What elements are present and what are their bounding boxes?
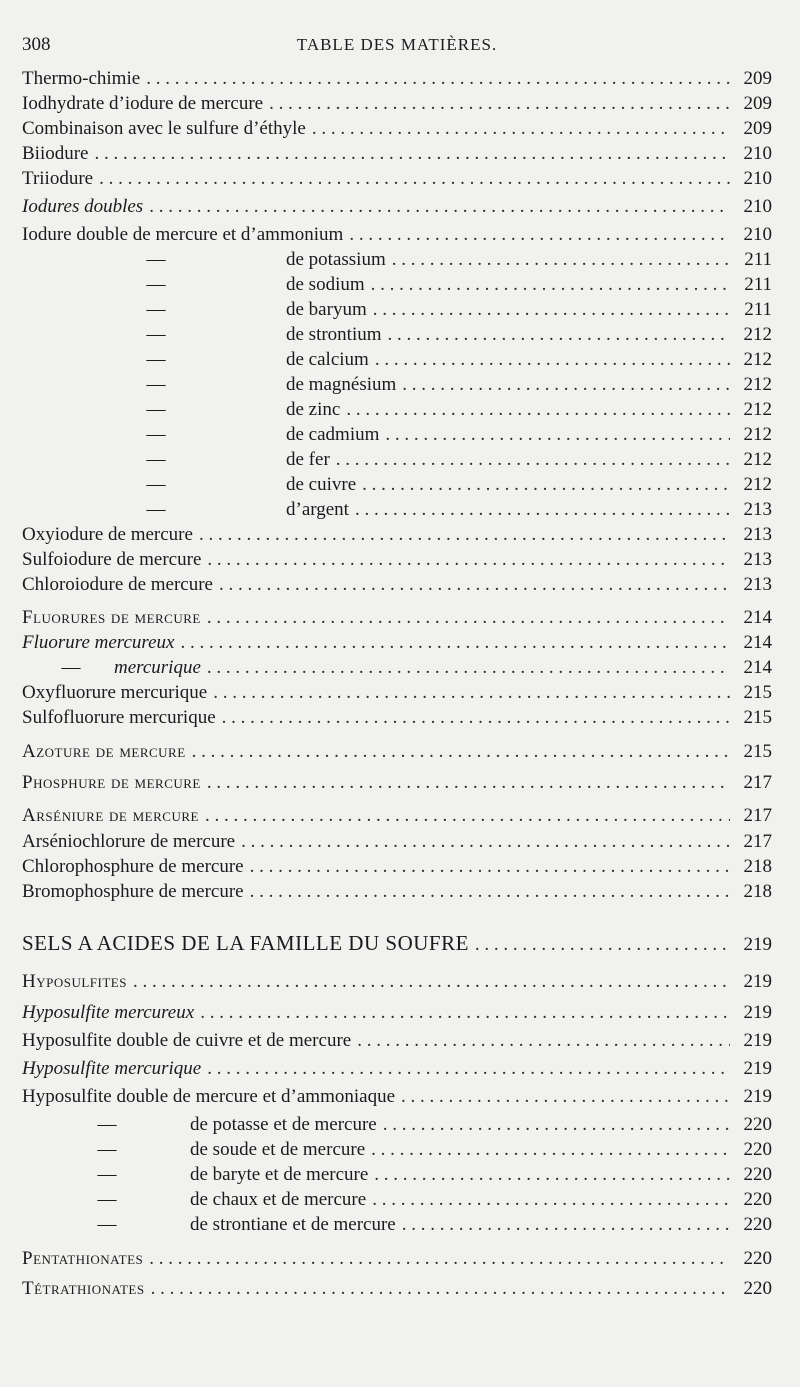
toc-entry — [22, 1056, 772, 1082]
dot-leader — [133, 969, 730, 995]
section-heading: Arséniure de mercure — [22, 805, 199, 826]
entry-title: Fluorure mercureux — [22, 632, 175, 653]
entry-title: de zinc — [286, 399, 341, 420]
dot-leader — [149, 1246, 730, 1272]
dot-leader — [374, 1162, 730, 1188]
toc-entry — [22, 141, 772, 167]
toc-entry — [22, 705, 772, 731]
toc-entry — [22, 372, 772, 398]
entry-title: de sodium — [286, 274, 365, 295]
dot-leader — [383, 1112, 730, 1138]
entry-title: Sulfoiodure de mercure — [22, 549, 202, 570]
entry-title: Sulfofluorure mercurique — [22, 707, 216, 728]
toc-entry — [22, 222, 772, 248]
entry-page-number: 209 — [743, 93, 772, 114]
dot-leader — [346, 397, 730, 423]
entry-page-number: 213 — [743, 574, 772, 595]
entry-page-number: 220 — [743, 1139, 772, 1160]
dot-leader — [199, 522, 730, 548]
entry-page-number: 213 — [743, 549, 772, 570]
entry-page-number: 215 — [743, 707, 772, 728]
dot-leader — [149, 194, 730, 220]
toc-entry — [22, 347, 772, 373]
entry-title: de cadmium — [286, 424, 380, 445]
entry-page-number: 220 — [743, 1189, 772, 1210]
entry-page-number: 210 — [743, 196, 772, 217]
entry-page-number: 212 — [743, 374, 772, 395]
entry-title: Combinaison avec le sulfure d’éthyle — [22, 118, 306, 139]
toc-entry — [22, 166, 772, 192]
dot-leader — [207, 547, 730, 573]
entry-title: Hyposulfite mercureux — [22, 1002, 195, 1023]
entry-page-number: 218 — [743, 881, 772, 902]
entry-title: de calcium — [286, 349, 369, 370]
toc-entry — [22, 803, 772, 829]
ditto-dash: — — [146, 424, 166, 445]
entry-title: de baryte et de mercure — [190, 1164, 369, 1185]
toc-entry — [22, 1028, 772, 1054]
dot-leader — [95, 141, 731, 167]
entry-page-number: 219 — [743, 1002, 772, 1023]
toc-entry — [22, 605, 772, 631]
entry-title: d’argent — [286, 499, 349, 520]
section-heading: Pentathionates — [22, 1248, 144, 1269]
entry-page-number: 215 — [743, 682, 772, 703]
section-heading: Azoture de mercure — [22, 741, 186, 762]
entry-title: de cuivre — [286, 474, 357, 495]
toc-entry — [22, 879, 772, 905]
entry-page-number: 219 — [743, 1086, 772, 1107]
entry-title: Biiodure — [22, 143, 89, 164]
entry-title: Triiodure — [22, 168, 94, 189]
toc-entry — [22, 522, 772, 548]
dot-leader — [402, 372, 730, 398]
ditto-dash: — — [146, 274, 166, 295]
dot-leader — [200, 1000, 730, 1026]
toc-entry — [22, 116, 772, 142]
dot-leader — [362, 472, 730, 498]
entry-title: de magnésium — [286, 374, 397, 395]
entry-page-number: 212 — [743, 349, 772, 370]
section-heading: Tétrathionates — [22, 1278, 145, 1299]
toc-entry — [22, 194, 772, 220]
entry-title: Chlorophosphure de mercure — [22, 856, 244, 877]
toc-entry — [22, 854, 772, 880]
entry-title: de chaux et de mercure — [190, 1189, 367, 1210]
dot-leader — [207, 1056, 730, 1082]
entry-title: Bromophosphure de mercure — [22, 881, 244, 902]
entry-page-number: 219 — [743, 1058, 772, 1079]
dot-leader — [401, 1084, 730, 1110]
dot-leader — [371, 1137, 730, 1163]
toc-entry — [22, 1246, 772, 1272]
toc-entry — [22, 91, 772, 117]
toc-entry — [22, 66, 772, 92]
entry-title: Oxyfluorure mercurique — [22, 682, 208, 703]
dot-leader — [146, 66, 730, 92]
toc-entry — [22, 1212, 772, 1238]
toc-entry — [22, 1276, 772, 1302]
entry-page-number: 220 — [743, 1278, 772, 1299]
entry-title: Hyposulfite double de cuivre et de mercure — [22, 1030, 352, 1051]
entry-title: Hyposulfite mercurique — [22, 1058, 202, 1079]
entry-page-number: 220 — [743, 1248, 772, 1269]
dot-leader — [207, 770, 730, 796]
toc-entry — [22, 1162, 772, 1188]
ditto-dash: — — [146, 474, 166, 495]
dot-leader — [373, 297, 730, 323]
entry-title: Chloroiodure de mercure — [22, 574, 213, 595]
entry-page-number: 220 — [743, 1114, 772, 1135]
toc-entry — [22, 829, 772, 855]
dot-leader — [222, 705, 730, 731]
dot-leader — [357, 1028, 730, 1054]
dot-leader — [375, 347, 730, 373]
entry-page-number: 214 — [743, 607, 772, 628]
ditto-dash: — — [146, 374, 166, 395]
toc-entry — [22, 1187, 772, 1213]
toc-entry — [22, 770, 772, 796]
dot-leader — [151, 1276, 730, 1302]
ditto-dash: — — [146, 499, 166, 520]
ditto-dash: — — [146, 249, 166, 270]
toc-entry — [22, 397, 772, 423]
dot-leader — [180, 630, 730, 656]
entry-page-number: 219 — [743, 934, 772, 955]
toc-entry — [22, 322, 772, 348]
entry-title: Hyposulfite double de mercure et d’ammoniaque — [22, 1086, 396, 1107]
section-heading: Fluorures de mercure — [22, 607, 201, 628]
toc-entry — [22, 547, 772, 573]
entry-page-number: 210 — [743, 224, 772, 245]
entry-title: de potasse et de mercure — [190, 1114, 377, 1135]
entry-title: Thermo-chimie — [22, 68, 141, 89]
entry-page-number: 220 — [743, 1214, 772, 1235]
entry-title: de strontiane et de mercure — [190, 1214, 396, 1235]
ditto-dash: — — [146, 399, 166, 420]
entry-page-number: 215 — [743, 741, 772, 762]
entry-page-number: 210 — [743, 143, 772, 164]
toc-entry — [22, 1084, 772, 1110]
entry-page-number: 212 — [743, 324, 772, 345]
toc-entry — [22, 1000, 772, 1026]
entry-page-number: 212 — [743, 474, 772, 495]
section-heading: Hyposulfites — [22, 971, 127, 992]
entry-page-number: 219 — [743, 971, 772, 992]
dot-leader — [388, 322, 730, 348]
toc-entry — [22, 422, 772, 448]
entry-title: Iodure double de mercure et d’ammonium — [22, 224, 344, 245]
toc-entry — [22, 572, 772, 598]
entry-title: de soude et de mercure — [190, 1139, 366, 1160]
dot-leader — [250, 879, 730, 905]
entry-page-number: 209 — [743, 68, 772, 89]
entry-title: de fer — [286, 449, 330, 470]
toc-entry — [22, 497, 772, 523]
entry-page-number: 211 — [744, 299, 772, 320]
entry-title: Iodhydrate d’iodure de mercure — [22, 93, 264, 114]
dot-leader — [355, 497, 730, 523]
dot-leader — [372, 1187, 730, 1213]
ditto-dash: — — [146, 449, 166, 470]
ditto-dash: — — [97, 1189, 117, 1210]
toc-entry — [22, 247, 772, 273]
entry-page-number: 214 — [743, 657, 772, 678]
entry-page-number: 213 — [743, 499, 772, 520]
entry-page-number: 220 — [743, 1164, 772, 1185]
section-heading: Phosphure de mercure — [22, 772, 201, 793]
toc-entry — [22, 1137, 772, 1163]
toc-entry — [22, 930, 772, 956]
dot-leader — [192, 739, 730, 765]
dot-leader — [402, 1212, 730, 1238]
toc-entry — [22, 272, 772, 298]
entry-page-number: 210 — [743, 168, 772, 189]
dot-leader — [269, 91, 730, 117]
ditto-dash: — — [146, 324, 166, 345]
toc-entry — [22, 297, 772, 323]
dot-leader — [213, 680, 730, 706]
toc-entry — [22, 1112, 772, 1138]
dot-leader — [475, 932, 730, 958]
toc-entry — [22, 655, 772, 681]
ditto-dash: — — [97, 1214, 117, 1235]
entry-title: mercurique — [114, 657, 201, 678]
dot-leader — [207, 605, 730, 631]
ditto-dash: — — [61, 657, 81, 678]
dot-leader — [336, 447, 730, 473]
dot-leader — [205, 803, 730, 829]
section-heading: SELS A ACIDES DE LA FAMILLE DU SOUFRE — [22, 931, 469, 955]
dot-leader — [385, 422, 730, 448]
entry-page-number: 214 — [743, 632, 772, 653]
toc-entry — [22, 447, 772, 473]
dot-leader — [207, 655, 730, 681]
entry-page-number: 213 — [743, 524, 772, 545]
ditto-dash: — — [146, 349, 166, 370]
toc-entry — [22, 472, 772, 498]
entry-page-number: 217 — [743, 772, 772, 793]
entry-title: Oxyiodure de mercure — [22, 524, 193, 545]
entry-title: de baryum — [286, 299, 367, 320]
entry-title: de strontium — [286, 324, 382, 345]
entry-page-number: 212 — [743, 424, 772, 445]
entry-page-number: 209 — [743, 118, 772, 139]
toc-entry — [22, 630, 772, 656]
entry-page-number: 212 — [743, 399, 772, 420]
entry-page-number: 212 — [743, 449, 772, 470]
entry-page-number: 218 — [743, 856, 772, 877]
dot-leader — [241, 829, 730, 855]
entry-title: Arséniochlorure de mercure — [22, 831, 236, 852]
page-number: 308 — [22, 34, 51, 55]
entry-page-number: 211 — [744, 249, 772, 270]
dot-leader — [219, 572, 730, 598]
dot-leader — [250, 854, 730, 880]
entry-title: Iodures doubles — [22, 196, 144, 217]
page-title: TABLE DES MATIÈRES. — [296, 35, 498, 54]
dot-leader — [392, 247, 730, 273]
toc-entry — [22, 969, 772, 995]
dot-leader — [371, 272, 730, 298]
dot-leader — [312, 116, 730, 142]
entry-page-number: 217 — [743, 805, 772, 826]
ditto-dash: — — [97, 1139, 117, 1160]
entry-page-number: 211 — [744, 274, 772, 295]
page-header — [22, 34, 772, 60]
dot-leader — [349, 222, 730, 248]
ditto-dash: — — [97, 1114, 117, 1135]
toc-entry — [22, 739, 772, 765]
entry-page-number: 217 — [743, 831, 772, 852]
ditto-dash: — — [146, 299, 166, 320]
entry-title: de potassium — [286, 249, 386, 270]
ditto-dash: — — [97, 1164, 117, 1185]
toc-entry — [22, 680, 772, 706]
entry-page-number: 219 — [743, 1030, 772, 1051]
dot-leader — [99, 166, 730, 192]
